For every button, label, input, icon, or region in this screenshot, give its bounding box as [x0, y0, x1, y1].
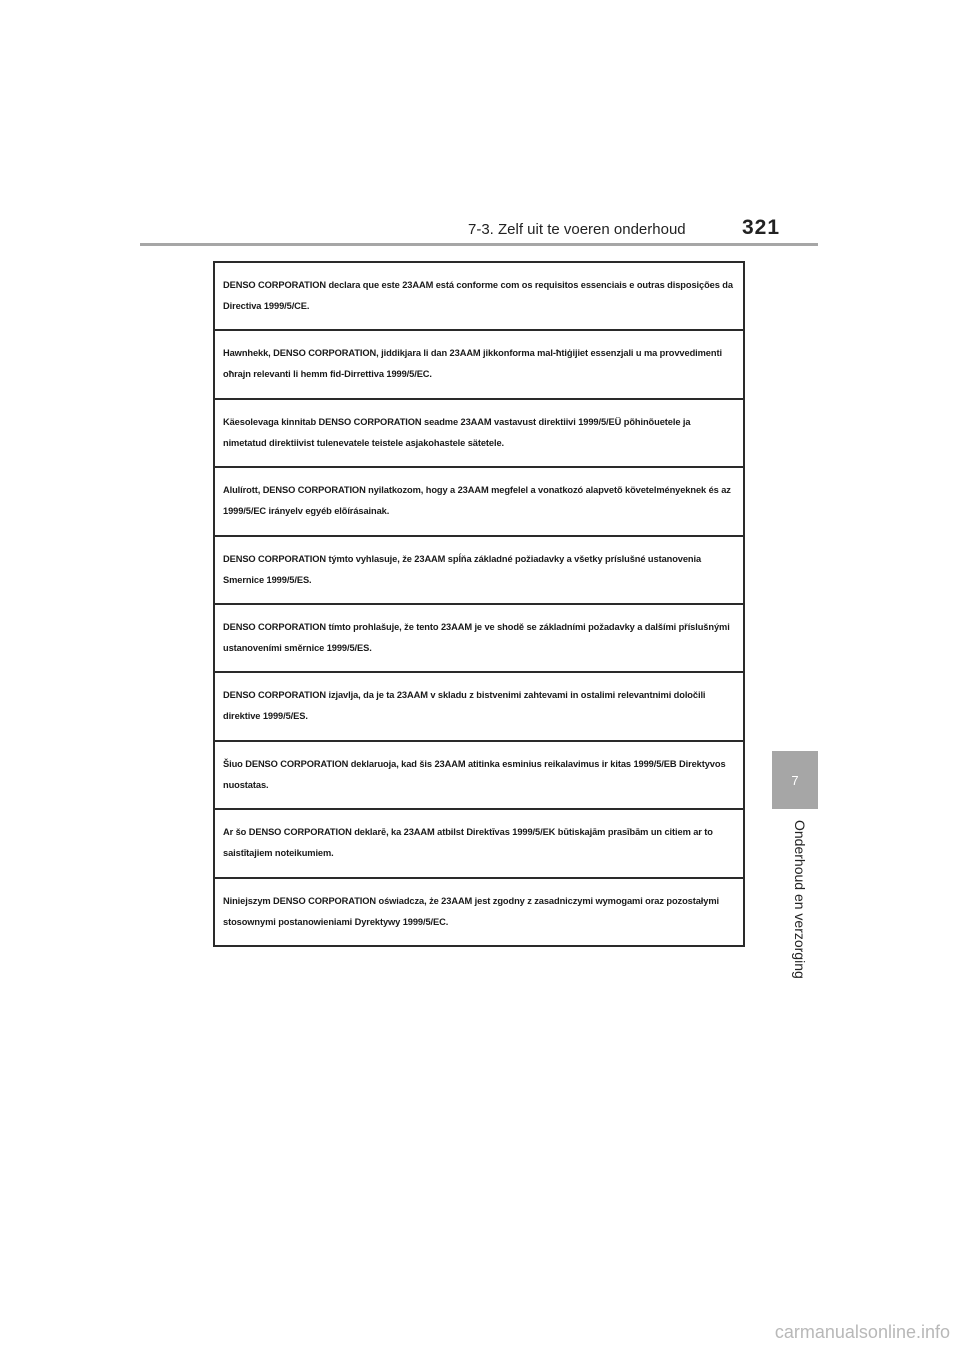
declaration-cell-slovak — [215, 535, 743, 603]
chapter-tab — [772, 751, 818, 809]
declaration-cell-lithuanian — [215, 740, 743, 808]
declaration-table — [213, 261, 745, 947]
declaration-text: Hawnhekk, DENSO CORPORATION, jiddikjara li dan 23AAM jikkonforma mal-ħtiġijiet essenzjali u ma provvedimenti oħrajn relevanti li hemm fid-Dirrettiva 1999/5/EC. — [223, 348, 722, 380]
declaration-text: DENSO CORPORATION declara que este 23AAM está conforme com os requisitos essenciais e outras disposições da Directiva 1999/5/CE. — [223, 280, 733, 311]
declaration-text: Käesolevaga kinnitab DENSO CORPORATION seadme 23AAM vastavust direktiivi 1999/5/EÜ põhinõuetele ja nimetatud direktiivist tulenevatele teistele asjakohastele sätetele. — [223, 416, 691, 448]
site-watermark: carmanualsonline.info — [774, 1322, 950, 1342]
declaration-cell-slovenian — [215, 671, 743, 739]
section-title: 7-3. Zelf uit te voeren onderhoud — [468, 221, 686, 238]
declaration-text: DENSO CORPORATION týmto vyhlasuje, že 23AAM spĺňa základné požiadavky a všetky príslušné ustanovenia Smernice 1999/5/ES. — [223, 553, 702, 585]
chapter-title: Onderhoud en verzorging — [792, 820, 808, 979]
declaration-text: Ar šo DENSO CORPORATION deklarē, ka 23AAM atbilst Direktīvas 1999/5/EK būtiskajām prasībām un citiem ar to saistītajiem noteikumiem. — [223, 827, 713, 859]
declaration-cell-maltese — [215, 329, 743, 397]
page-number: 321 — [742, 216, 781, 239]
header-divider — [140, 243, 818, 246]
declaration-text: Alulírott, DENSO CORPORATION nyilatkozom, hogy a 23AAM megfelel a vonatkozó alapvetõ követelményeknek és az 1999/5/EC irányelv egyéb elõírásainak. — [223, 485, 731, 517]
declaration-cell-estonian — [215, 398, 743, 466]
declaration-cell-polish — [215, 877, 743, 945]
declaration-cell-hungarian — [215, 466, 743, 534]
chapter-number: 7 — [791, 772, 799, 788]
declaration-cell-latvian — [215, 808, 743, 876]
declaration-text: DENSO CORPORATION izjavlja, da je ta 23AAM v skladu z bistvenimi zahtevami in ostalimi relevantnimi določili direktive 1999/5/ES. — [223, 690, 706, 722]
declaration-text: Šiuo DENSO CORPORATION deklaruoja, kad šis 23AAM atitinka esminius reikalavimus ir kitas 1999/5/EB Direktyvos nuostatas. — [223, 758, 726, 790]
declaration-text: DENSO CORPORATION tímto prohlašuje, že tento 23AAM je ve shodě se základními požadavky a dalšími příslušnými ustanoveními směrnice 1999/5/ES. — [223, 622, 730, 654]
declaration-cell-czech — [215, 603, 743, 671]
declaration-text: Niniejszym DENSO CORPORATION oświadcza, że 23AAM jest zgodny z zasadniczymi wymogami oraz pozostałymi stosownymi postanowieniami Dyrektywy 1999/5/EC. — [223, 895, 720, 927]
declaration-cell-portuguese — [215, 263, 743, 329]
